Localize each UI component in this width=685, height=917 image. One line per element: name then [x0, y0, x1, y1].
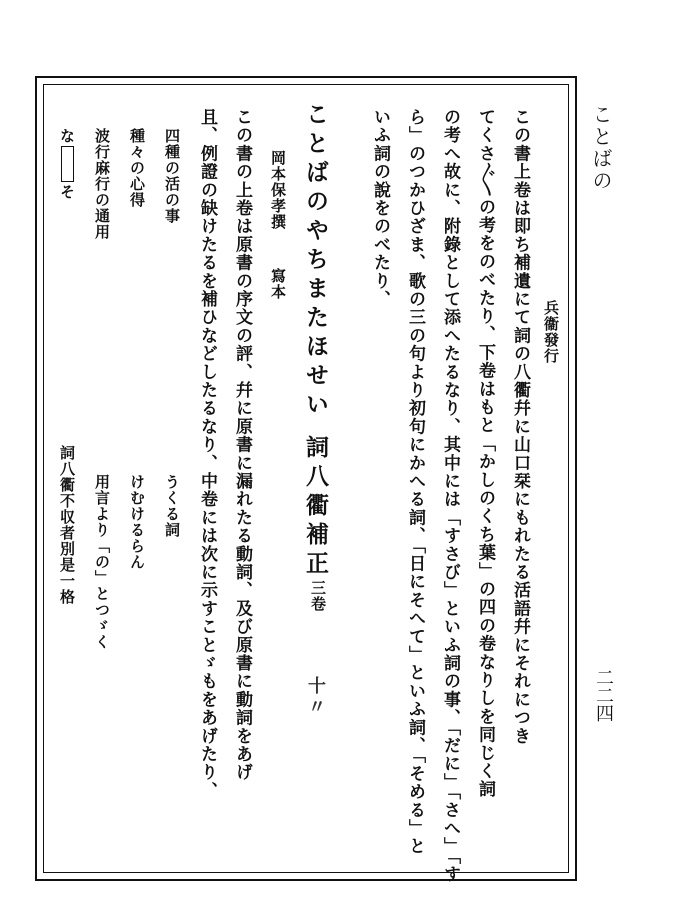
intro-line-2: てくさ〴〵の考をのべたり、下卷はもと「かしのくち葉」の四の卷なりしを同じく詞 [475, 108, 495, 799]
copy-type: 寫本 [269, 268, 287, 300]
handwritten-mark: 十〃 [305, 676, 326, 718]
volume-count: 三卷 [309, 580, 327, 612]
intro-line-3: の考へ故に、附錄として添へたるなり、其中には「すさび」といふ詞の事、「だに」「さへ」「す [440, 108, 460, 884]
desc-line-2: 且、例證の缺けたるを補ひなどしたるなり、中卷には次に示すことゞもをあげたり、 [197, 108, 217, 800]
contents-item: けむけるらん [128, 474, 146, 570]
author-line: 岡本保孝撰 [269, 150, 287, 230]
contents-item: 種々の心得 [128, 128, 146, 208]
page-number: 二二四 [593, 668, 614, 722]
desc-line-1: この書の上卷は原書の序文の評、幷に原書に漏れたる動詞、及び原書に動詞をあげ [232, 108, 252, 782]
contents-item: 用言より「の」とつゞく [93, 474, 111, 650]
contents-item: 波行麻行の通用 [93, 128, 111, 240]
contents-item [59, 128, 74, 200]
contents-item: 詞八衢不収者別是一格 [58, 445, 76, 605]
running-title: ことばの [589, 104, 613, 192]
book-title-kanji: 詞八衢補正 [302, 435, 329, 580]
intro-line-5: いふ詞の說をのべたり、 [370, 108, 390, 309]
intro-line-4: ら」のつかひざま、歌の三の句より初句にかへる詞、「日にそへて」といふ詞、「そめる」と [405, 108, 425, 856]
intro-line-1: この書上卷は即ち補遺にて詞の八衢幷に山口栞にもれたる活語幷にそれにつき [510, 108, 530, 745]
contents-suffix: そ [58, 184, 76, 200]
blank-box [61, 146, 74, 182]
contents-item: 四種の活の事 [163, 128, 181, 224]
book-title-kana: ことばのやちまたほせい [302, 102, 329, 421]
publisher-line: 兵衞發行 [542, 300, 560, 364]
contents-item: うくる詞 [163, 474, 181, 538]
contents-prefix: な [58, 128, 76, 144]
